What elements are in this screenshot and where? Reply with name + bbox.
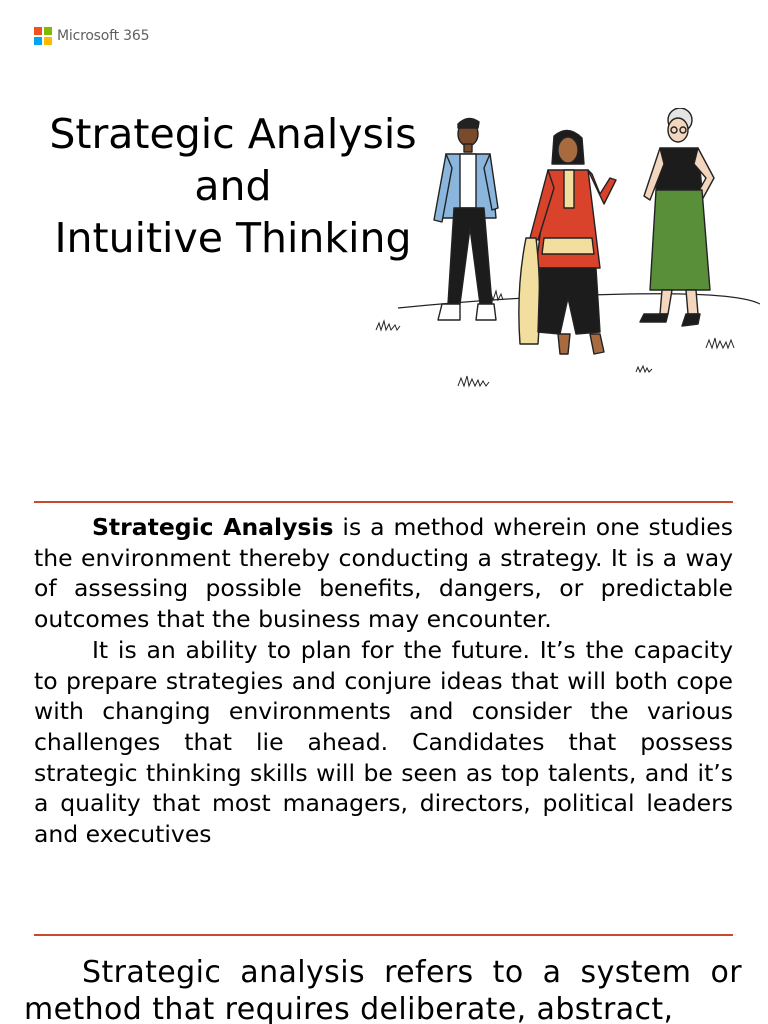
strategic-analysis-text	[34, 512, 733, 862]
title-line-1: Strategic Analysis	[49, 110, 417, 158]
section-divider-2	[34, 934, 733, 936]
term-strategic-analysis: Strategic Analysis	[92, 513, 334, 541]
paragraph-1	[34, 512, 733, 635]
title-line-2: and	[194, 162, 272, 210]
strategic-analysis-definition	[24, 954, 742, 1024]
person-woman-red-dress	[519, 130, 616, 354]
paragraph-1-text: is a method wherein one studies the environment thereby conducting a strategy. It is a way of assessing possible benefits, dangers, or predictable outcomes that the business may encounter.	[34, 513, 733, 634]
person-man-blue-shirt	[434, 118, 498, 320]
section-divider-1	[34, 501, 733, 503]
brand-name: Microsoft 365	[57, 28, 150, 44]
title-line-3: Intuitive Thinking	[54, 214, 412, 262]
paragraph-3: Strategic analysis refers to a system or method that requires deliberate, abstract,	[24, 955, 742, 1024]
microsoft-365-brand	[34, 26, 149, 46]
paragraph-2: It is an ability to plan for the future. It’s the capacity to prepare strategies and conjure ideas that will both cope with changing environments and consider the various challenges that lie ahead. Candidates that possess strategic thinking skills will be seen as top talents, and it’s a quality that most managers, directors, political leaders and executives	[34, 635, 733, 849]
microsoft-logo-icon	[34, 27, 52, 45]
three-people-illustration	[368, 108, 760, 398]
